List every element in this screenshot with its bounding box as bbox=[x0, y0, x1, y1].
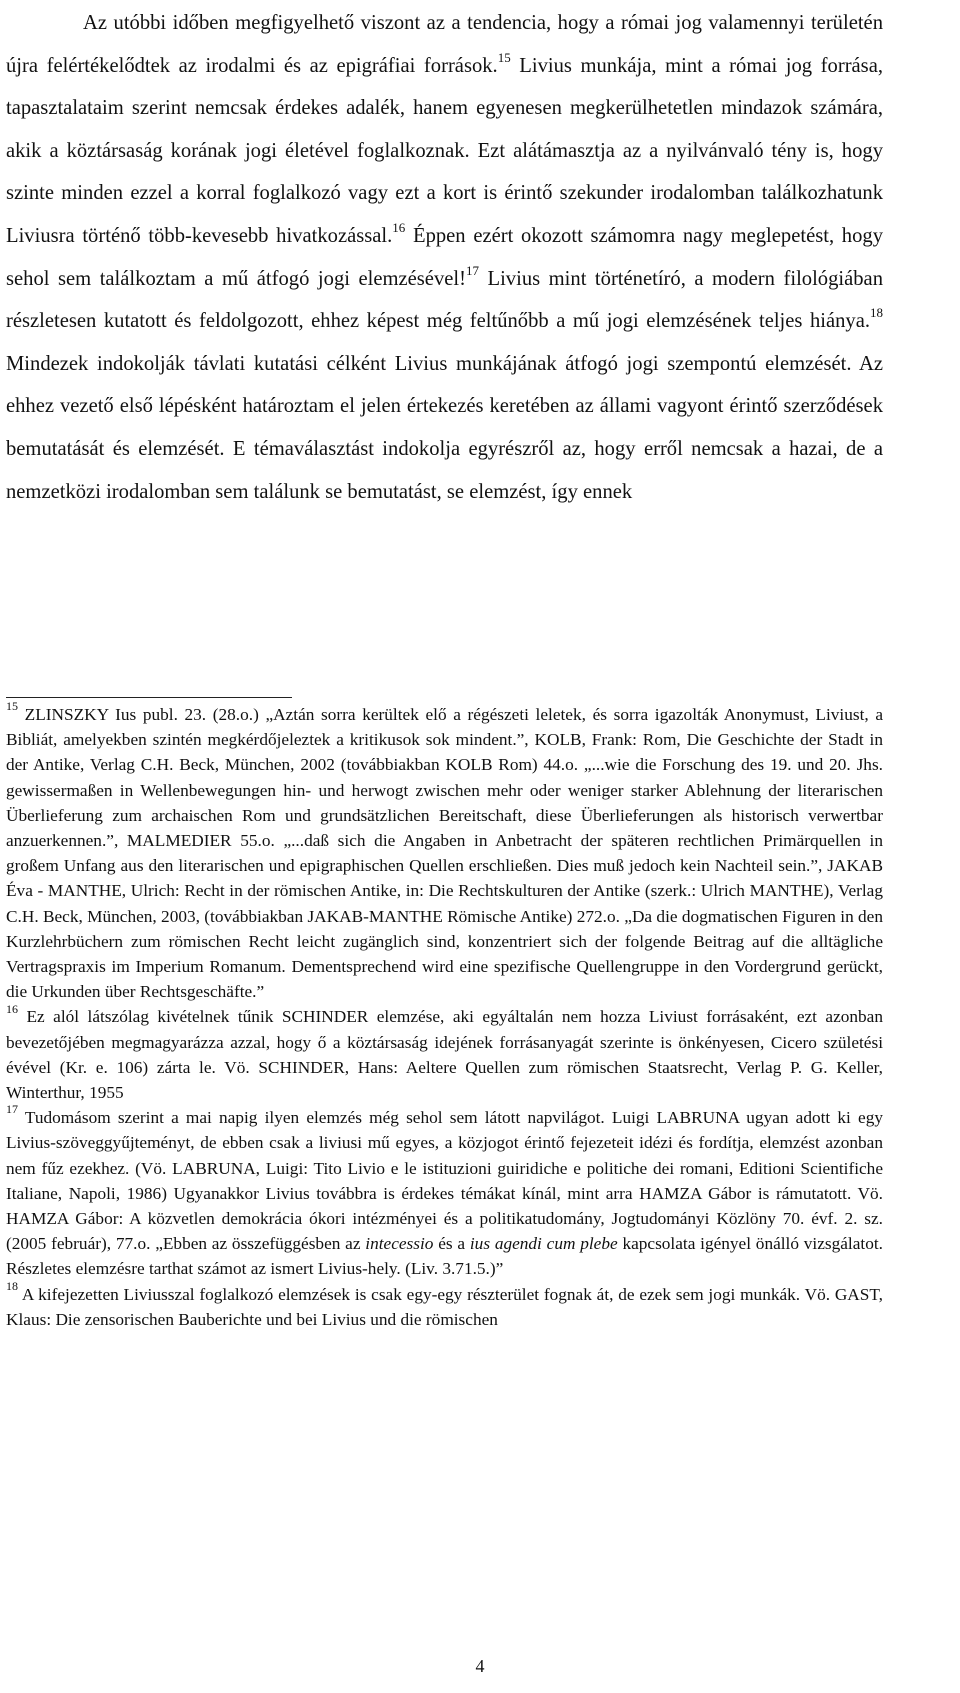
footnote-number-16: 16 bbox=[6, 1001, 18, 1016]
footnote-ref-16[interactable]: 16 bbox=[392, 220, 406, 236]
footnote-ref-17[interactable]: 17 bbox=[465, 262, 479, 278]
footnote-number-17: 17 bbox=[6, 1102, 18, 1117]
footnote-17-text-c: kapcsolata igényel önálló vizsgálatot. Részletes elemzésre tarthat számot az ismert Livius-hely. (Liv. 3.71.5.)” bbox=[6, 1234, 883, 1279]
footnote-ref-15[interactable]: 15 bbox=[497, 49, 511, 65]
footnote-number-18: 18 bbox=[6, 1278, 18, 1293]
footnote-16 bbox=[6, 1001, 883, 1105]
footnote-number-15: 15 bbox=[6, 699, 18, 714]
footnote-17-italic-term-2: ius agendi cum plebe bbox=[469, 1234, 618, 1254]
footnote-ref-18[interactable]: 18 bbox=[870, 305, 883, 321]
body-text-part-1: Az utóbbi időben megfigyelhető viszont az a tendencia, hogy a római jog valamennyi területén újra felértékelődtek az irodalmi és az epigráfiai források. bbox=[6, 12, 883, 77]
footnote-16-text: Ez alól látszólag kivételnek tűnik SCHINDER elemzése, aki egyáltalán nem hozza Liviust forrásaként, ezt azonban bevezetőjében megmagyarázza azzal, hogy ő a köztársaság idejének forrásanyagát szerinte is önkényesen, Cicero születési évével (Kr. e. 106) zárta le. Vö. SCHINDER, Hans: Aeltere Quellen zum römischen Staatsrecht, Verlag P. G. Keller, Winterthur, 1955 bbox=[6, 1007, 883, 1103]
footnote-17-italic-term-1: intecessio bbox=[365, 1234, 434, 1254]
footnote-18 bbox=[6, 1278, 883, 1332]
footnote-15-text: ZLINSZKY Ius publ. 23. (28.o.) „Aztán sorra kerültek elő a régészeti leletek, és sorra igazolták Anonymust, Liviust, a Bibliát, amelyekben szintén megkérdőjeleztek a kritikusok sok mindent.”, KOLB, Frank: Rom, Die Geschichte der Stadt in der Antike, Verlag C.H. Beck, München, 2002 (továbbiakban KOLB Rom) 44.o. „...wie die Forschung des 19. und 20. Jhs. gewissermaßen in Wellenbewegungen hin- und herwogt zwischen mehr oder weniger starker Ablehnung der literarischen Überlieferung zum archaischen Rom und grundsätzlichen Bereitschaft, diese Überlieferungen als historisch verwertbar anzuerkennen.”, MALMEDIER 55.o. „...daß sich die Angaben in Anbetracht der späteren rechtlichen Primärquellen in großem Unfang aus den literarischen und epigraphischen Quellen erschließen. Dies muß jedoch kein Nachteil sein.”, JAKAB Éva - MANTHE, Ulrich: Recht in der römischen Antike, in: Die Rechtskulturen der Antike (szerk.: Ulrich MANTHE), Verlag C.H. Beck, München, 2003, (továbbiakban JAKAB-MANTHE Römische Antike) 272.o. „Da die dogmatischen Figuren in den Kurzlehrbüchern zum römischen Recht leicht zugänglich sind, konzentriert sich der folgende Beitrag auf die alltägliche Vertragspraxis im Imperium Romanum. Dementsprechend wird eine spezifische Quellengruppe in den Vordergrund gerückt, die Urkunden über Rechtsgeschäfte.” bbox=[6, 705, 883, 1002]
footnotes-section bbox=[6, 699, 883, 1332]
footnote-15 bbox=[6, 699, 883, 1004]
body-text-part-5: Mindezek indokolják távlati kutatási célként Livius munkájának átfogó jogi szempontú elemzését. Az ehhez vezető első lépésként határoztam el jelen értekezés keretében az állami vagyont érintő szerződések bemutatását és elemzését. E témaválasztást indokolja egyrészről az, hogy erről nemcsak a hazai, de a nemzetközi irodalomban sem találunk se bemutatást, se elemzést, így ennek bbox=[6, 352, 883, 503]
body-paragraph bbox=[6, 2, 883, 513]
footnote-17-text-a: Tudomásom szerint a mai napig ilyen elemzés még sehol sem látott napvilágot. Luigi LABRUNA ugyan adott ki egy Livius-szöveggyűjteményt, de ebben csak a liviusi mű egyes, a közjogot érintő fejezeteit idézi és fordítja, elemzést azonban nem fűz ezekhez. (Vö. LABRUNA, Luigi: Tito Livio e le istituzioni guiridiche e politiche dei romani, Editioni Scientifiche Italiane, Napoli, 1986) Ugyanakkor Livius továbbra is érdekes témákat kínál, mint arra HAMZA Gábor is rámutatott. Vö. HAMZA Gábor: A közvetlen demokrácia ókori intézményei és a politikatudomány, Jogtudományi Közlöny 70. évf. 2. sz. (2005 február), 77.o. „Ebben az összefüggésben az bbox=[6, 1108, 883, 1254]
body-text-part-3: Éppen ezért okozott számomra nagy meglepetést, hogy sehol sem találkoztam a mű átfogó jogi elemzésével! bbox=[6, 224, 883, 290]
footnote-17-text-b: és a bbox=[433, 1234, 470, 1254]
footnote-18-text: A kifejezetten Liviusszal foglalkozó elemzések is csak egy-egy részterület fognak át, de ezek sem jogi munkák. Vö. GAST, Klaus: Die zensorischen Bauberichte und bei Livius und die römischen bbox=[6, 1284, 883, 1329]
body-text-part-4: Livius mint történetíró, a modern filológiában részletesen kutatott és feldolgozott, ehhez képest még feltűnőbb a mű jogi elemzésének teljes hiánya. bbox=[6, 267, 883, 333]
page-number: 4 bbox=[475, 1656, 485, 1676]
body-text-part-2: Livius munkája, mint a római jog forrása, tapasztalataim szerint nemcsak érdekes adalék, hanem egyenesen megkerülhetetlen mindazok számára, akik a köztársaság korának jogi életével foglalkoznak. Ezt alátámasztja az a nyilvánvaló tény is, hogy szinte minden ezzel a korral foglalkozó vagy ezt a kort is érintő szekunder irodalomban találkozhatunk Liviusra történő több-kevesebb hivatkozással. bbox=[6, 54, 883, 247]
footnote-separator bbox=[6, 697, 292, 698]
footnote-17 bbox=[6, 1102, 883, 1281]
